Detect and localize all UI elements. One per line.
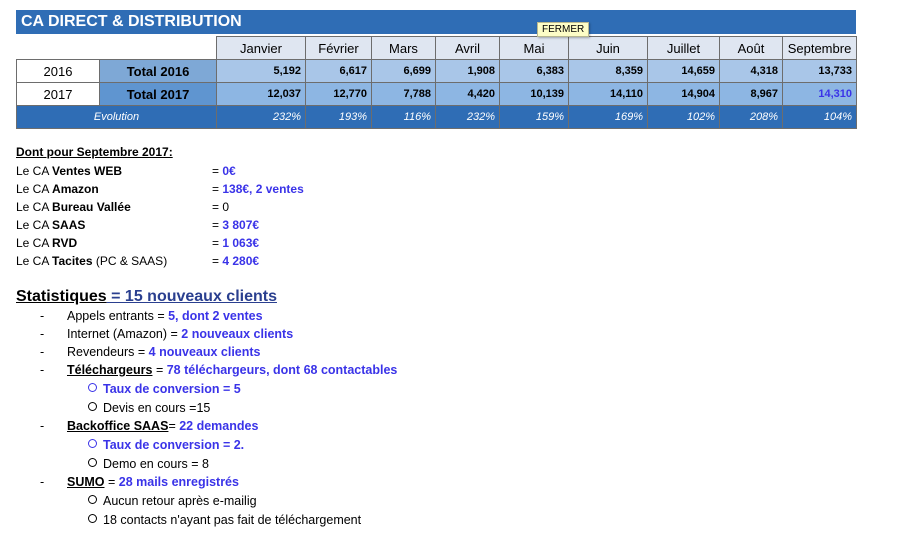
value-cell: 14,904 <box>648 83 720 106</box>
circle-bullet-icon <box>88 514 97 523</box>
list-item: 18 contacts n'ayant pas fait de téléchargement <box>88 513 361 527</box>
evolution-cell: 102% <box>648 106 720 129</box>
value-cell: 8,359 <box>569 60 648 83</box>
value-cell: 6,383 <box>500 60 569 83</box>
month-header: Juin <box>569 37 648 60</box>
month-header: Mars <box>372 37 436 60</box>
list-item: Le CA SAAS = 3 807€ <box>16 218 260 232</box>
value-cell: 12,037 <box>217 83 306 106</box>
value-cell: 4,318 <box>720 60 783 83</box>
evolution-cell: 169% <box>569 106 648 129</box>
list-item: Demo en cours = 8 <box>88 457 209 471</box>
circle-bullet-icon <box>88 495 97 504</box>
list-item: Le CA Ventes WEB = 0€ <box>16 164 236 178</box>
month-header: Mai <box>500 37 569 60</box>
evolution-cell: 116% <box>372 106 436 129</box>
value-cell: 13,733 <box>783 60 857 83</box>
evolution-cell: 208% <box>720 106 783 129</box>
selected-value-cell[interactable]: 14,310 <box>783 83 857 106</box>
revenue-table <box>16 36 857 129</box>
year-cell: 2017 <box>17 83 100 106</box>
value-cell: 1,908 <box>436 60 500 83</box>
month-header-row <box>17 37 857 60</box>
list-item: Le CA Bureau Vallée = 0 <box>16 200 230 214</box>
table-row <box>17 83 857 106</box>
list-item: Le CA RVD = 1 063€ <box>16 236 260 250</box>
september-list <box>16 162 416 270</box>
list-item: Aucun retour après e-mailig <box>88 494 257 508</box>
circle-bullet-icon <box>88 439 97 448</box>
month-header: Janvier <box>217 37 306 60</box>
value-cell: 5,192 <box>217 60 306 83</box>
row-label: Total 2017 <box>100 83 217 106</box>
value-cell: 8,967 <box>720 83 783 106</box>
list-item: Taux de conversion = 2. <box>88 438 244 452</box>
circle-bullet-icon <box>88 383 97 392</box>
month-header: Avril <box>436 37 500 60</box>
evolution-cell: 193% <box>306 106 372 129</box>
evolution-cell: 104% <box>783 106 857 129</box>
evolution-cell: 232% <box>217 106 306 129</box>
evolution-label: Evolution <box>17 106 217 129</box>
month-header: Février <box>306 37 372 60</box>
circle-bullet-icon <box>88 402 97 411</box>
year-cell: 2016 <box>17 60 100 83</box>
close-tooltip[interactable]: FERMER <box>537 22 589 37</box>
value-cell: 14,659 <box>648 60 720 83</box>
row-label: Total 2016 <box>100 60 217 83</box>
evolution-row <box>17 106 857 129</box>
circle-bullet-icon <box>88 458 97 467</box>
evolution-cell: 232% <box>436 106 500 129</box>
month-header: Août <box>720 37 783 60</box>
list-item: Taux de conversion = 5 <box>88 382 241 396</box>
value-cell: 12,770 <box>306 83 372 106</box>
stats-title: Statistiques = 15 nouveaux clients <box>16 288 277 305</box>
value-cell: 6,617 <box>306 60 372 83</box>
value-cell: 4,420 <box>436 83 500 106</box>
value-cell: 7,788 <box>372 83 436 106</box>
month-header: Juillet <box>648 37 720 60</box>
evolution-cell: 159% <box>500 106 569 129</box>
list-item: Le CA Tacites (PC & SAAS) = 4 280€ <box>16 254 260 268</box>
value-cell: 14,110 <box>569 83 648 106</box>
month-header: Septembre <box>783 37 857 60</box>
september-title: Dont pour Septembre 2017: <box>16 145 173 159</box>
value-cell: 6,699 <box>372 60 436 83</box>
table-row <box>17 60 857 83</box>
list-item: Devis en cours =15 <box>88 401 210 415</box>
value-cell: 10,139 <box>500 83 569 106</box>
report-title: CA DIRECT & DISTRIBUTION <box>16 10 856 34</box>
list-item: Le CA Amazon = 138€, 2 ventes <box>16 182 304 196</box>
